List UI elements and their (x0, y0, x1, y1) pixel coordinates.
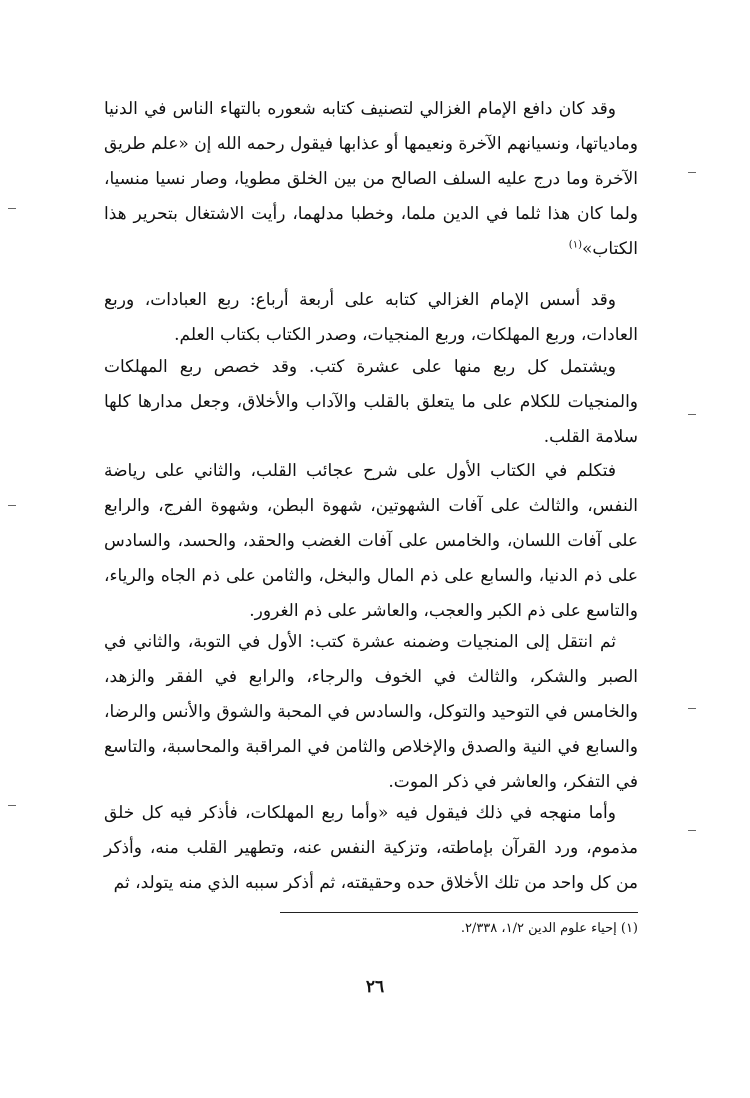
paragraph-text: وقد كان دافع الإمام الغزالي لتصنيف كتابه شعوره بالتهاء الناس في الدنيا وماديا‌تها، ونسيانهم الآخرة ونعيمها أو عذابها فيقول رحمه الله إن «علم طريق الآخرة وما درج عليه السلف الصالح من بين الخلق مطويا، وصار نسيا منسيا، ولما كان هذا ثلما في الدين ملما، وخطبا مدلهما، رأيت الاشتغال بتحرير هذا الكتاب» (104, 99, 638, 259)
paragraph-text: فتكلم في الكتاب الأول على شرح عجائب القلب، والثاني على رياضة النفس، والثالث على آفات الشهوتين، شهوة البطن، وشهوة الفرج، والرابع على آفات اللسان، والخامس على آفات الغضب والحقد، والحسد، والسادس على ذم الدنيا، والسابع على ذم المال والبخل، والثامن على ذم الجاه والرياء، والتاسع على ذم الكبر والعجب، والعاشر على ذم الغرور. (104, 461, 638, 621)
margin-mark (8, 505, 16, 506)
paragraph-four-quarters (104, 283, 638, 353)
footnote: (١) إحياء علوم الدين ١/٢، ٢/٣٣٨. (460, 921, 638, 936)
page-number: ٢٦ (365, 977, 385, 997)
margin-mark (688, 414, 696, 415)
margin-mark (8, 805, 16, 806)
paragraph-ten-books (104, 350, 638, 455)
margin-mark (688, 708, 696, 709)
paragraph-motivation (104, 92, 638, 267)
paragraph-text: ويشتمل كل ربع منها على عشرة كتب. وقد خصص ربع المهلكات والمنجيات للكلام على ما يتعلق بالقلب والآداب والأخلاق، وجعل مدارها كلها سلامة القلب. (104, 357, 638, 447)
margin-mark (688, 830, 696, 831)
footnote-reference[interactable]: (١) (568, 239, 582, 251)
paragraph-method (104, 796, 638, 901)
margin-mark (8, 208, 16, 209)
paragraph-muhlikat-books (104, 454, 638, 629)
paragraph-text: وقد أسس الإمام الغزالي كتابه على أربعة أرباع: ربع العبادات، وربع العادات، وربع المهلكات، وربع المنجيات، وصدر الكتاب بكتاب العلم. (104, 290, 638, 345)
paragraph-text: ثم انتقل إلى المنجيات وضمنه عشرة كتب: الأول في التوبة، والثاني في الصبر والشكر، والثالث في الخوف والرجاء، والرابع في الفقر والزهد، والخامس في التوحيد والتوكل، والسادس في المحبة والشوق والأنس والرضا، والسابع في النية والصدق والإخلاص والثامن في المراقبة والمحاسبة، والتاسع في التفكر، والعاشر في ذكر الموت. (104, 632, 638, 792)
footnote-divider (280, 912, 638, 913)
paragraph-text: وأما منهجه في ذلك فيقول فيه «وأما ربع المهلكات، فأذكر فيه كل خلق مذموم، ورد القرآن بإماطته، وتزكية النفس عنه، وتطهير القلب منه، وأذكر من كل واحد من تلك الأخلاق حده وحقيقته، ثم أذكر سببه الذي منه يتولد، ثم (104, 803, 638, 893)
margin-mark (688, 172, 696, 173)
paragraph-munjiyat-books (104, 625, 638, 800)
